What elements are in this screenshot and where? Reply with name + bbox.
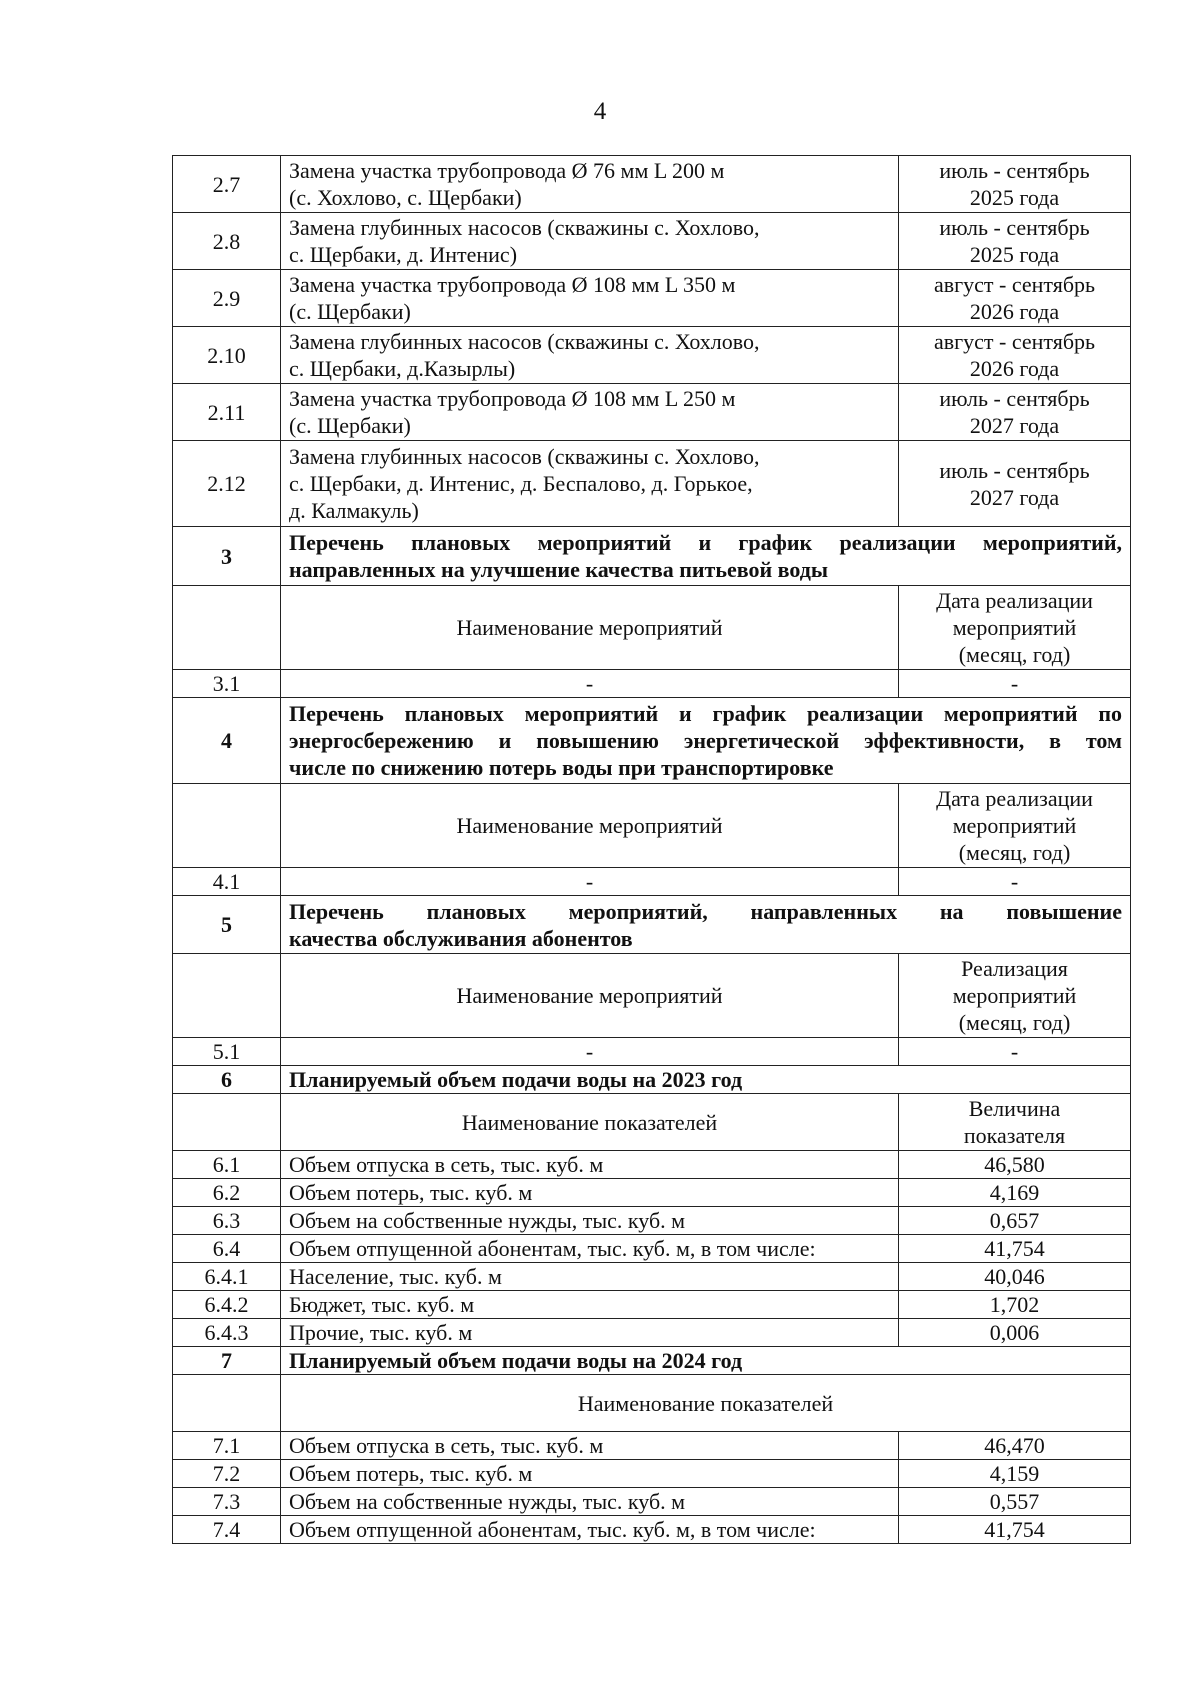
column-header-row xyxy=(173,784,1131,868)
column-header-date: Дата реализации мероприятий (месяц, год) xyxy=(899,586,1131,670)
row-number: 4.1 xyxy=(173,868,281,896)
table-row xyxy=(173,441,1131,527)
section-title: Перечень плановых мероприятий и график реализации мероприятий, направленных на улучшение качества питьевой воды xyxy=(281,527,1131,586)
section-number: 5 xyxy=(173,896,281,954)
indicator-name: Объем на собственные нужды, тыс. куб. м xyxy=(281,1488,899,1516)
table-row xyxy=(173,1151,1131,1179)
row-number: 7.2 xyxy=(173,1460,281,1488)
row-number: 7.3 xyxy=(173,1488,281,1516)
measure-name: - xyxy=(281,868,899,896)
table-row xyxy=(173,1038,1131,1066)
row-number: 2.8 xyxy=(173,213,281,270)
section-title: Перечень плановых мероприятий, направленных на повышение качества обслуживания абонентов xyxy=(281,896,1131,954)
column-header-date: Реализация мероприятий (месяц, год) xyxy=(899,954,1131,1038)
row-number: 6.4.2 xyxy=(173,1291,281,1319)
indicator-value: 0,557 xyxy=(899,1488,1131,1516)
column-header-date: Дата реализации мероприятий (месяц, год) xyxy=(899,784,1131,868)
section-title: Планируемый объем подачи воды на 2023 год xyxy=(281,1066,1131,1094)
measure-name: - xyxy=(281,1038,899,1066)
section-number: 6 xyxy=(173,1066,281,1094)
section-number: 3 xyxy=(173,527,281,586)
column-header-row xyxy=(173,954,1131,1038)
indicator-name: Объем на собственные нужды, тыс. куб. м xyxy=(281,1207,899,1235)
page-number: 4 xyxy=(593,98,607,125)
row-number: 2.7 xyxy=(173,156,281,213)
column-header-name: Наименование мероприятий xyxy=(281,586,899,670)
table-row xyxy=(173,1319,1131,1347)
indicator-value: 40,046 xyxy=(899,1263,1131,1291)
table-row xyxy=(173,270,1131,327)
row-number: 3.1 xyxy=(173,670,281,698)
section-header-row xyxy=(173,527,1131,586)
empty-cell xyxy=(173,586,281,670)
section-number: 4 xyxy=(173,698,281,784)
section-header-row xyxy=(173,1066,1131,1094)
table-row xyxy=(173,1235,1131,1263)
column-header-name: Наименование мероприятий xyxy=(281,954,899,1038)
measure-name: - xyxy=(281,670,899,698)
table-row xyxy=(173,327,1131,384)
row-number: 6.4 xyxy=(173,1235,281,1263)
table-row xyxy=(173,1516,1131,1544)
row-number: 6.3 xyxy=(173,1207,281,1235)
row-number: 6.4.3 xyxy=(173,1319,281,1347)
column-header-value: Величина показателя xyxy=(899,1094,1131,1151)
indicator-value: 0,657 xyxy=(899,1207,1131,1235)
section-header-row xyxy=(173,698,1131,784)
indicator-value: 0,006 xyxy=(899,1319,1131,1347)
table-row xyxy=(173,1432,1131,1460)
row-number: 7.1 xyxy=(173,1432,281,1460)
table-row xyxy=(173,156,1131,213)
column-header-name: Наименование мероприятий xyxy=(281,784,899,868)
table-row xyxy=(173,670,1131,698)
column-header-name: Наименование показателей xyxy=(281,1094,899,1151)
row-number: 2.10 xyxy=(173,327,281,384)
work-date: июль - сентябрь 2025 года xyxy=(899,156,1131,213)
column-header-row xyxy=(173,1375,1131,1432)
section-title: Перечень плановых мероприятий и график реализации мероприятий по энергосбережению и повышению энергетической эффективности, в том числе по снижению потерь воды при транспортировке xyxy=(281,698,1131,784)
measures-table xyxy=(172,155,1131,1544)
table-row xyxy=(173,1263,1131,1291)
table-row xyxy=(173,1291,1131,1319)
section-number: 7 xyxy=(173,1347,281,1375)
measure-date: - xyxy=(899,868,1131,896)
indicator-value: 1,702 xyxy=(899,1291,1131,1319)
row-number: 2.9 xyxy=(173,270,281,327)
empty-cell xyxy=(173,954,281,1038)
table-row xyxy=(173,1207,1131,1235)
work-name: Замена участка трубопровода Ø 108 мм L 250 м (с. Щербаки) xyxy=(281,384,899,441)
work-date: июль - сентябрь 2025 года xyxy=(899,213,1131,270)
row-number: 6.2 xyxy=(173,1179,281,1207)
work-name: Замена участка трубопровода Ø 76 мм L 200 м (с. Хохлово, с. Щербаки) xyxy=(281,156,899,213)
indicator-name: Объем отпущенной абонентам, тыс. куб. м, в том числе: xyxy=(281,1235,899,1263)
work-name: Замена глубинных насосов (скважины с. Хохлово, с. Щербаки, д. Интенис) xyxy=(281,213,899,270)
indicator-value: 46,470 xyxy=(899,1432,1131,1460)
work-date: август - сентябрь 2026 года xyxy=(899,327,1131,384)
indicator-name: Население, тыс. куб. м xyxy=(281,1263,899,1291)
work-date: июль - сентябрь 2027 года xyxy=(899,441,1131,527)
indicator-value: 4,169 xyxy=(899,1179,1131,1207)
table-row xyxy=(173,868,1131,896)
column-header-row xyxy=(173,586,1131,670)
table-row xyxy=(173,384,1131,441)
indicator-value: 41,754 xyxy=(899,1516,1131,1544)
indicator-name: Объем отпущенной абонентам, тыс. куб. м, в том числе: xyxy=(281,1516,899,1544)
table-row xyxy=(173,1179,1131,1207)
indicator-name: Объем отпуска в сеть, тыс. куб. м xyxy=(281,1432,899,1460)
section-header-row xyxy=(173,1347,1131,1375)
work-name: Замена глубинных насосов (скважины с. Хохлово, с. Щербаки, д.Казырлы) xyxy=(281,327,899,384)
table-row xyxy=(173,213,1131,270)
work-name: Замена участка трубопровода Ø 108 мм L 350 м (с. Щербаки) xyxy=(281,270,899,327)
indicator-name: Прочие, тыс. куб. м xyxy=(281,1319,899,1347)
row-number: 2.12 xyxy=(173,441,281,527)
section-title: Планируемый объем подачи воды на 2024 год xyxy=(281,1347,1131,1375)
indicator-value: 41,754 xyxy=(899,1235,1131,1263)
row-number: 2.11 xyxy=(173,384,281,441)
work-date: июль - сентябрь 2027 года xyxy=(899,384,1131,441)
measure-date: - xyxy=(899,1038,1131,1066)
measure-date: - xyxy=(899,670,1131,698)
empty-cell xyxy=(173,1094,281,1151)
row-number: 6.4.1 xyxy=(173,1263,281,1291)
row-number: 7.4 xyxy=(173,1516,281,1544)
indicator-name: Объем отпуска в сеть, тыс. куб. м xyxy=(281,1151,899,1179)
empty-cell xyxy=(173,784,281,868)
empty-cell xyxy=(173,1375,281,1432)
table-row xyxy=(173,1460,1131,1488)
indicator-value: 4,159 xyxy=(899,1460,1131,1488)
row-number: 6.1 xyxy=(173,1151,281,1179)
indicator-name: Объем потерь, тыс. куб. м xyxy=(281,1179,899,1207)
work-name: Замена глубинных насосов (скважины с. Хохлово, с. Щербаки, д. Интенис, д. Беспалово, д. Горькое, д. Калмакуль) xyxy=(281,441,899,527)
row-number: 5.1 xyxy=(173,1038,281,1066)
table-row xyxy=(173,1488,1131,1516)
section-header-row xyxy=(173,896,1131,954)
column-header-name: Наименование показателей xyxy=(281,1375,1131,1432)
indicator-name: Бюджет, тыс. куб. м xyxy=(281,1291,899,1319)
work-date: август - сентябрь 2026 года xyxy=(899,270,1131,327)
indicator-value: 46,580 xyxy=(899,1151,1131,1179)
column-header-row xyxy=(173,1094,1131,1151)
indicator-name: Объем потерь, тыс. куб. м xyxy=(281,1460,899,1488)
